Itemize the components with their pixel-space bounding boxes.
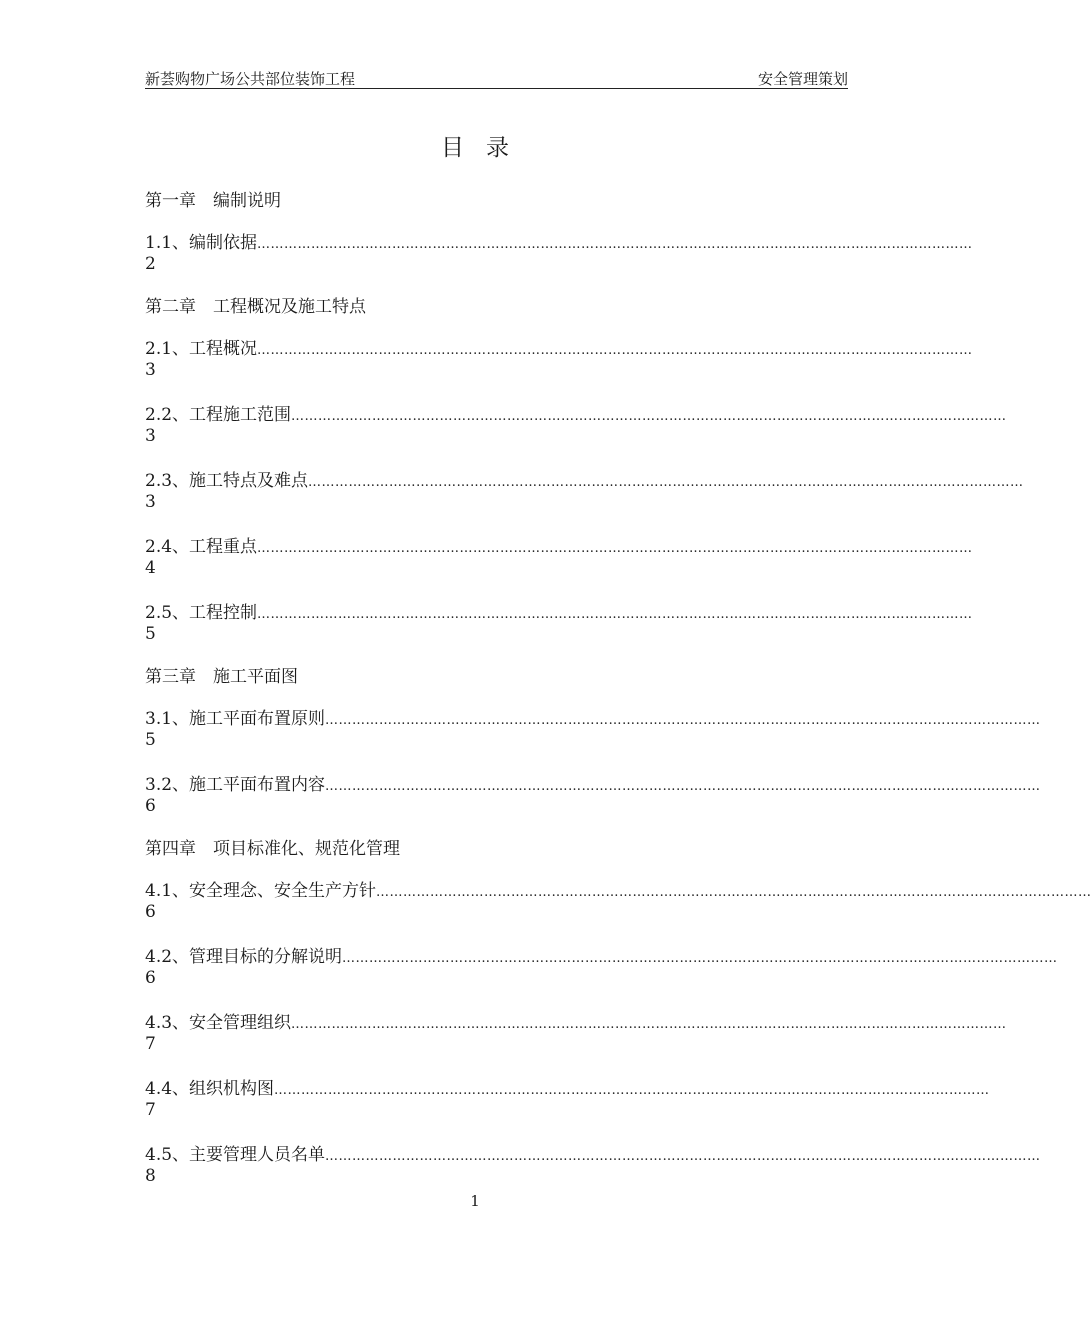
toc-title: 目录	[441, 135, 531, 161]
toc-entry-3-2[interactable]	[145, 770, 1041, 816]
toc-entry-label: 2.3、施工特点及难点	[145, 471, 309, 491]
page-header	[145, 66, 848, 89]
header-document-type: 安全管理策划	[757, 70, 848, 88]
toc-entry-page: 6	[145, 902, 156, 922]
toc-entry-page: 7	[145, 1100, 156, 1120]
toc-entry-label: 3.1、施工平面布置原则	[145, 709, 326, 729]
toc-entry-2-2[interactable]	[145, 400, 1007, 446]
toc-chapter-4[interactable]: 第四章 项目标准化、规范化管理	[145, 839, 400, 859]
toc-entry-label: 2.5、工程控制	[145, 603, 258, 623]
toc-entry-label: 2.4、工程重点	[145, 537, 258, 557]
toc-entry-4-5[interactable]	[145, 1140, 1041, 1186]
leader-dots: ……………………………………………………………………………………………………………………………………………	[291, 409, 1007, 424]
leader-dots: ……………………………………………………………………………………………………………………………………………	[257, 343, 973, 358]
leader-dots: ……………………………………………………………………………………………………………………………………………	[257, 237, 973, 252]
toc-entry-page: 3	[145, 360, 156, 380]
toc-entry-page: 5	[145, 624, 156, 644]
toc-entry-4-2[interactable]	[145, 942, 1058, 988]
toc-chapter-2[interactable]: 第二章 工程概况及施工特点	[145, 297, 366, 317]
page-number: 1	[470, 1192, 480, 1210]
toc-entry-page: 6	[145, 968, 156, 988]
leader-dots: ……………………………………………………………………………………………………………………………………………	[342, 951, 1058, 966]
leader-dots: ……………………………………………………………………………………………………………………………………………	[376, 885, 1092, 900]
leader-dots: ……………………………………………………………………………………………………………………………………………	[257, 607, 973, 622]
toc-entry-4-4[interactable]	[145, 1074, 990, 1120]
toc-entry-3-1[interactable]	[145, 704, 1041, 750]
toc-entry-label: 3.2、施工平面布置内容	[145, 775, 326, 795]
leader-dots: ……………………………………………………………………………………………………………………………………………	[257, 541, 973, 556]
toc-entry-label: 4.1、安全理念、安全生产方针	[145, 881, 377, 901]
header-project-title: 新荟购物广场公共部位装饰工程	[145, 70, 356, 88]
leader-dots: ……………………………………………………………………………………………………………………………………………	[325, 713, 1041, 728]
toc-entry-4-1[interactable]	[145, 876, 1092, 922]
toc-chapter-1[interactable]: 第一章 编制说明	[145, 191, 281, 211]
toc-entry-page: 3	[145, 426, 156, 446]
toc-chapter-3[interactable]: 第三章 施工平面图	[145, 667, 298, 687]
toc-entry-2-3[interactable]	[145, 466, 1024, 512]
toc-entry-1-1[interactable]	[145, 228, 973, 274]
toc-entry-label: 4.5、主要管理人员名单	[145, 1145, 326, 1165]
toc-entry-2-1[interactable]	[145, 334, 973, 380]
toc-entry-page: 7	[145, 1034, 156, 1054]
toc-entry-2-4[interactable]	[145, 532, 973, 578]
leader-dots: ……………………………………………………………………………………………………………………………………………	[291, 1017, 1007, 1032]
toc-entry-page: 8	[145, 1166, 156, 1186]
toc-entry-page: 3	[145, 492, 156, 512]
toc-entry-label: 2.2、工程施工范围	[145, 405, 292, 425]
leader-dots: ……………………………………………………………………………………………………………………………………………	[274, 1083, 990, 1098]
leader-dots: ……………………………………………………………………………………………………………………………………………	[325, 779, 1041, 794]
leader-dots: ……………………………………………………………………………………………………………………………………………	[308, 475, 1024, 490]
toc-entry-page: 6	[145, 796, 156, 816]
toc-entry-label: 1.1、编制依据	[145, 233, 258, 253]
toc-entry-label: 2.1、工程概况	[145, 339, 258, 359]
toc-entry-2-5[interactable]	[145, 598, 973, 644]
toc-entry-page: 4	[145, 558, 156, 578]
toc-entry-label: 4.4、组织机构图	[145, 1079, 275, 1099]
toc-entry-label: 4.2、管理目标的分解说明	[145, 947, 343, 967]
toc-entry-page: 2	[145, 254, 156, 274]
toc-entry-page: 5	[145, 730, 156, 750]
toc-entry-label: 4.3、安全管理组织	[145, 1013, 292, 1033]
toc-entry-4-3[interactable]	[145, 1008, 1007, 1054]
leader-dots: ……………………………………………………………………………………………………………………………………………	[325, 1149, 1041, 1164]
